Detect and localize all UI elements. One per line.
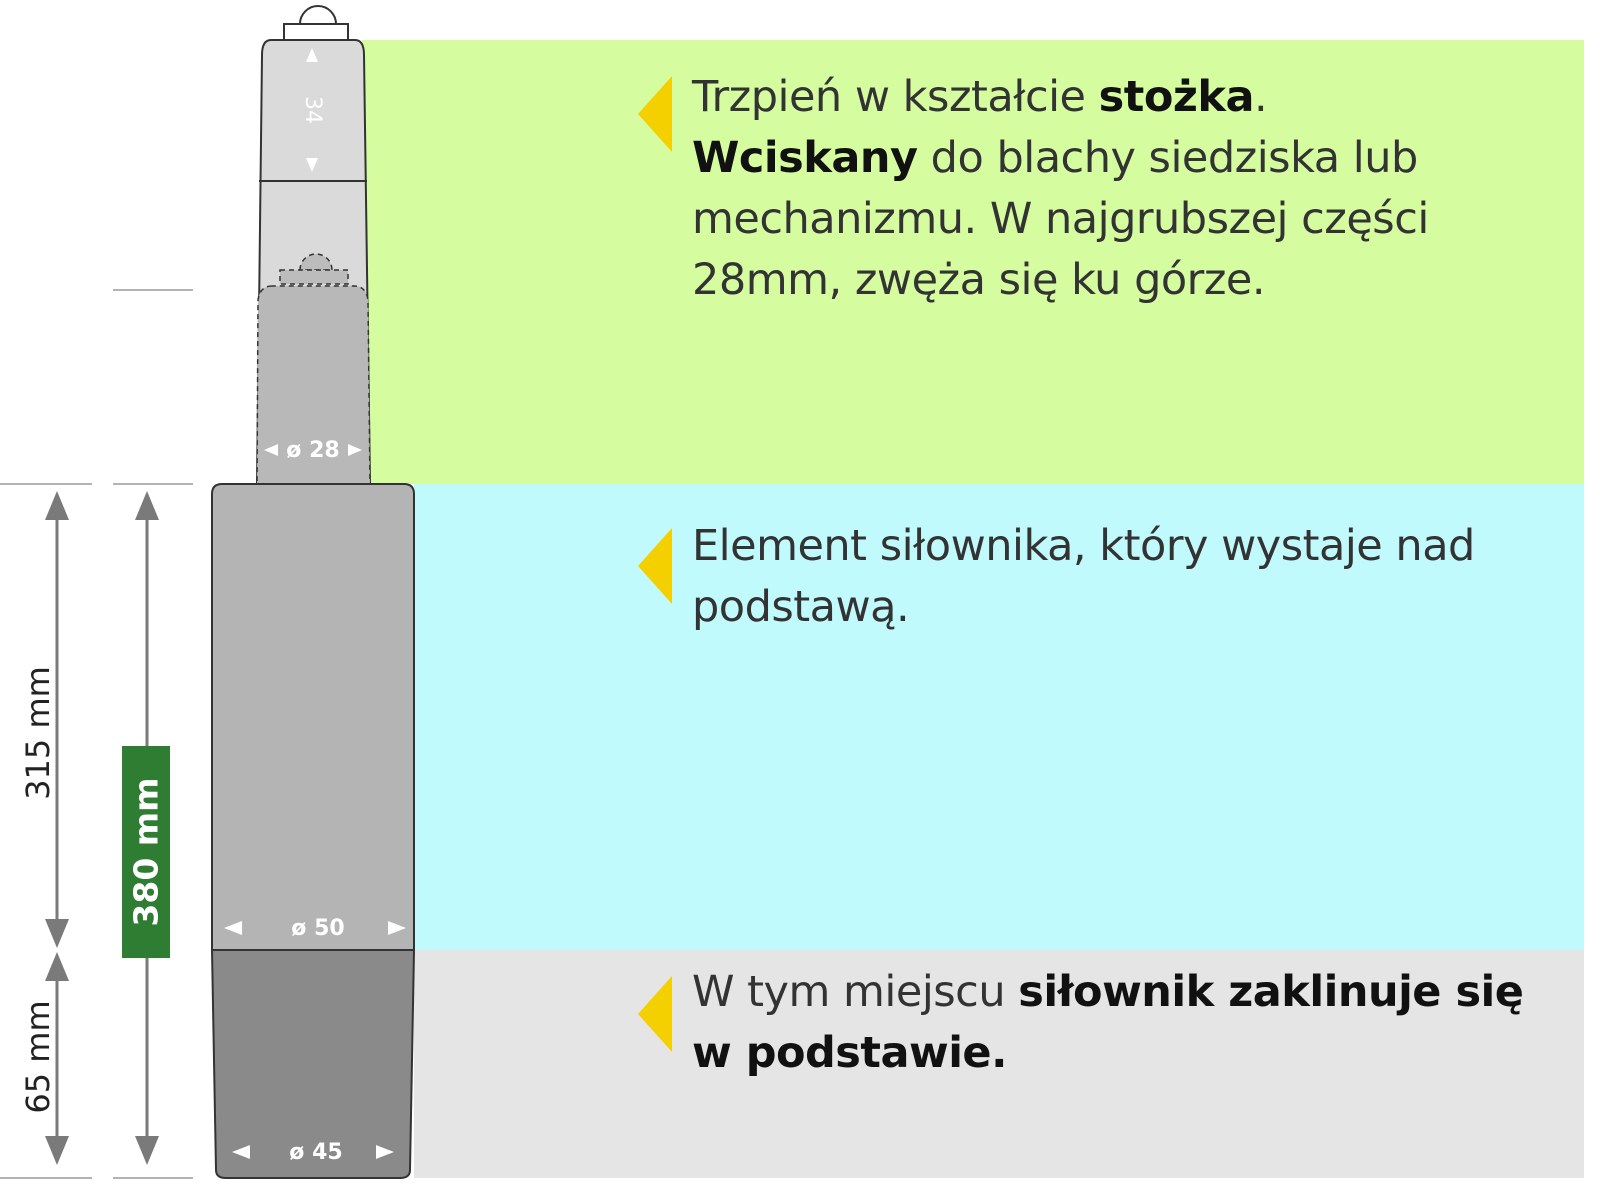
pin-description-text: . [1254,72,1268,122]
pin-description-emphasis: stożka [1098,72,1255,122]
base-diameter-label: ø 45 [289,1140,343,1165]
base-description-emphasis: siłownik zaklinuje się w podstawie. [692,967,1524,1078]
pin-description-text: Trzpień w kształcie [692,72,1099,122]
pin-height-label: 34 [300,96,325,124]
pin-cone [257,6,370,484]
pointer-icon [638,76,674,152]
pointer-icon [638,528,674,604]
tube-body [212,484,414,950]
pin-description-text: do blachy siedziska lub mechanizmu. W najgrubszej części 28mm, zwęża się ku górze. [692,133,1429,305]
total-length-label: 380 mm [126,777,166,927]
insert-length-label: 65 mm [19,1000,57,1114]
pin-description [692,67,1572,311]
pointer-icon [638,976,674,1052]
base-description [692,962,1572,1084]
pin-description-emphasis: Wciskany [692,133,918,183]
base-description-text: W tym miejscu [692,967,1019,1017]
pin-diameter-label: ø 28 [286,438,340,463]
tube-description: Element siłownika, który wystaje nad podstawą. [692,521,1475,632]
tube-diameter-label: ø 50 [291,916,345,941]
visible-length-label: 315 mm [19,666,57,800]
